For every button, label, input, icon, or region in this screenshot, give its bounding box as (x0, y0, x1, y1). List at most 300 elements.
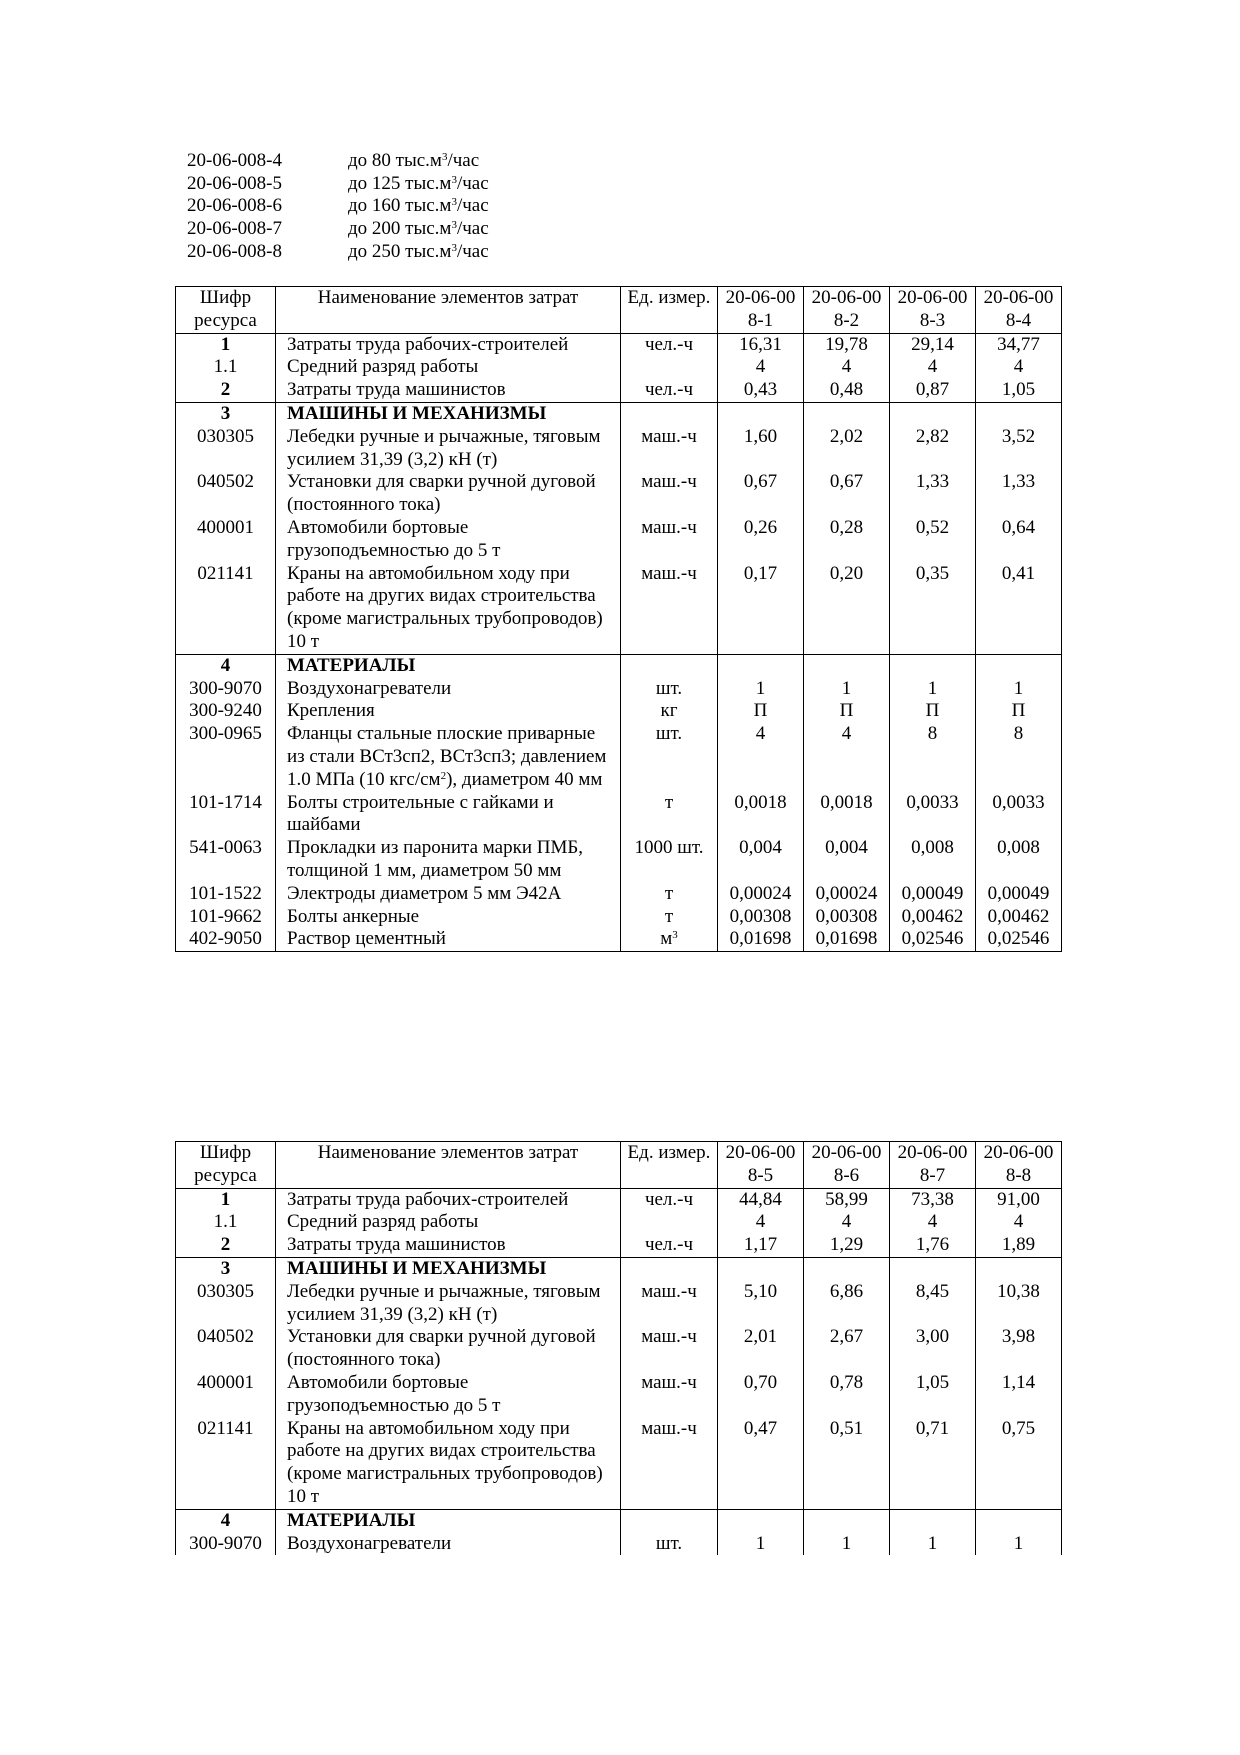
resource-value: 1,29 (804, 1234, 890, 1257)
table-header-row (176, 287, 1062, 334)
resource-value (890, 654, 976, 677)
resource-value: 19,78 (804, 333, 890, 356)
resource-unit (621, 883, 718, 906)
resource-unit (621, 1326, 718, 1372)
resource-value: 1,76 (890, 1234, 976, 1257)
resource-value: 0,0033 (890, 792, 976, 838)
resource-table-2 (175, 1141, 1062, 1555)
resource-value: 0,71 (890, 1418, 976, 1510)
resource-unit-text: т (664, 905, 674, 927)
header-code: Шифр ресурса (176, 287, 276, 334)
resource-value (718, 402, 804, 425)
header-code: Шифр ресурса (176, 1142, 276, 1189)
resource-value: 0,67 (718, 471, 804, 517)
resource-value: 16,31 (718, 333, 804, 356)
code-description-tail: /час (456, 172, 489, 194)
resource-name (276, 654, 621, 677)
header-name: Наименование элементов затрат (276, 287, 621, 334)
resource-unit-text: т (664, 882, 674, 904)
table-row (176, 906, 1062, 929)
resource-value: 0,02546 (890, 928, 976, 951)
resource-unit-text: маш.-ч (641, 1371, 697, 1393)
resource-code: 402-9050 (176, 928, 276, 951)
code-id: 20-06-008-6 (187, 195, 282, 217)
resource-name (276, 1188, 621, 1211)
resource-value: 0,004 (718, 837, 804, 883)
resource-code: 4 (176, 654, 276, 677)
resource-name (276, 356, 621, 379)
resource-value: 1,14 (976, 1372, 1062, 1418)
header-column-code: 20-06-008-6 (804, 1142, 890, 1189)
resource-value: 1 (890, 678, 976, 701)
table-row (176, 1211, 1062, 1234)
resource-code: 1.1 (176, 356, 276, 379)
resource-code: 300-0965 (176, 723, 276, 791)
resource-unit (621, 563, 718, 655)
resource-name-text: Средний разряд работы (287, 356, 479, 378)
resource-unit-text: маш.-ч (641, 471, 697, 493)
resource-value (976, 1509, 1062, 1532)
resource-name-text: Электроды диаметром 5 мм Э42А (287, 882, 562, 904)
code-description: до 80 тыс.м (348, 150, 442, 171)
resource-value: 1,33 (890, 471, 976, 517)
resource-name-text: Краны на автомобильном ходу при работе на других видах строительства (кроме магистральных трубопроводов) 10 т (287, 562, 603, 652)
resource-value: 3,00 (890, 1326, 976, 1372)
resource-code: 300-9070 (176, 1533, 276, 1556)
resource-value: 1,05 (890, 1372, 976, 1418)
resource-value: 0,26 (718, 517, 804, 563)
resource-unit (621, 1509, 718, 1532)
code-description-tail: /час (447, 150, 480, 171)
code-description-tail: /час (456, 240, 489, 262)
resource-unit (621, 1257, 718, 1280)
resource-name (276, 426, 621, 472)
resource-value: 0,0033 (976, 792, 1062, 838)
resource-code: 2 (176, 379, 276, 402)
resource-name-text: МАТЕРИАЛЫ (287, 1509, 416, 1531)
resource-value: 0,35 (890, 563, 976, 655)
resource-value: 1 (804, 678, 890, 701)
resource-value: 0,00024 (718, 883, 804, 906)
resource-value: 0,67 (804, 471, 890, 517)
resource-code: 300-9070 (176, 678, 276, 701)
resource-value: 0,64 (976, 517, 1062, 563)
resource-unit (621, 402, 718, 425)
resource-value: 1,60 (718, 426, 804, 472)
resource-value: 29,14 (890, 333, 976, 356)
resource-value: 91,00 (976, 1188, 1062, 1211)
resource-code: 3 (176, 402, 276, 425)
resource-code: 030305 (176, 426, 276, 472)
resource-name-text: Лебедки ручные и рычажные, тяговым усилием 31,39 (3,2) кН (т) (287, 425, 601, 470)
resource-value: 0,52 (890, 517, 976, 563)
resource-code: 021141 (176, 1418, 276, 1510)
resource-value: 0,00308 (718, 906, 804, 929)
resource-value: 0,01698 (804, 928, 890, 951)
resource-value: 0,00308 (804, 906, 890, 929)
resource-name (276, 379, 621, 402)
resource-code: 541-0063 (176, 837, 276, 883)
table-row (176, 1188, 1062, 1211)
resource-code: 4 (176, 1509, 276, 1532)
resource-value (804, 402, 890, 425)
code-description: до 250 тыс.м (348, 240, 452, 262)
resource-unit-text: м (660, 928, 673, 950)
resource-name-text: Автомобили бортовые грузоподъемностью до 5 т (287, 516, 501, 561)
resource-value (804, 654, 890, 677)
resource-value: 8 (976, 723, 1062, 791)
resource-unit (621, 678, 718, 701)
resource-value: 0,00462 (890, 906, 976, 929)
table-header-row (176, 1142, 1062, 1189)
resource-value: 8 (890, 723, 976, 791)
table-row (176, 1281, 1062, 1327)
resource-value: 0,004 (804, 837, 890, 883)
resource-unit (621, 517, 718, 563)
code-id: 20-06-008-7 (187, 218, 282, 240)
resource-unit (621, 379, 718, 402)
table-row (176, 1509, 1062, 1532)
resource-value: 0,41 (976, 563, 1062, 655)
resource-unit (621, 1372, 718, 1418)
resource-value (890, 402, 976, 425)
resource-unit-text: шт. (655, 1532, 683, 1554)
resource-name-text: Воздухонагреватели (287, 677, 452, 699)
resource-unit (621, 1211, 718, 1234)
resource-code: 400001 (176, 517, 276, 563)
resource-value: 0,00049 (976, 883, 1062, 906)
table-row (176, 356, 1062, 379)
resource-unit-superscript: 3 (672, 929, 678, 942)
resource-name-tail: ), диаметром 40 мм (446, 768, 603, 790)
resource-code: 101-1714 (176, 792, 276, 838)
code-list-item (187, 218, 687, 241)
resource-name (276, 1211, 621, 1234)
resource-table-1 (175, 286, 1062, 952)
resource-value: 3,52 (976, 426, 1062, 472)
code-description: до 160 тыс.м (348, 195, 452, 217)
resource-value: 1,33 (976, 471, 1062, 517)
table-row (176, 402, 1062, 425)
resource-name-text: Прокладки из паронита марки ПМБ, толщиной 1 мм, диаметром 50 мм (287, 837, 584, 881)
resource-name (276, 723, 621, 791)
resource-name (276, 700, 621, 723)
table-row (176, 928, 1062, 951)
resource-unit-text: маш.-ч (641, 516, 697, 538)
resource-value (890, 1257, 976, 1280)
code-id: 20-06-008-5 (187, 172, 282, 194)
header-unit: Ед. измер. (621, 287, 718, 334)
resource-code: 1 (176, 333, 276, 356)
resource-value: П (718, 700, 804, 723)
resource-unit-text: шт. (655, 677, 683, 699)
resource-unit-text: чел.-ч (644, 1234, 694, 1256)
resource-value: 4 (718, 356, 804, 379)
resource-value: 2,02 (804, 426, 890, 472)
code-description: до 125 тыс.м (348, 172, 452, 194)
table-row (176, 426, 1062, 472)
resource-name-text: Раствор цементный (287, 928, 446, 950)
resource-value (804, 1509, 890, 1532)
resource-unit (621, 1281, 718, 1327)
resource-value: 0,008 (890, 837, 976, 883)
resource-value: 10,38 (976, 1281, 1062, 1327)
resource-unit (621, 1234, 718, 1257)
resource-code: 2 (176, 1234, 276, 1257)
resource-value (718, 654, 804, 677)
resource-value: 0,00024 (804, 883, 890, 906)
resource-unit (621, 426, 718, 472)
table-row (176, 700, 1062, 723)
resource-unit (621, 1188, 718, 1211)
table-row (176, 563, 1062, 655)
resource-value: П (804, 700, 890, 723)
resource-unit-text: маш.-ч (641, 1417, 697, 1439)
resource-value: 4 (718, 723, 804, 791)
resource-value (718, 1257, 804, 1280)
table-row (176, 792, 1062, 838)
resource-value: 1 (976, 1533, 1062, 1556)
resource-value: 0,02546 (976, 928, 1062, 951)
code-description-superscript: 3 (441, 151, 448, 163)
resource-code: 101-1522 (176, 883, 276, 906)
code-description: до 200 тыс.м (348, 218, 452, 240)
resource-value: 0,20 (804, 563, 890, 655)
resource-value: 0,0018 (718, 792, 804, 838)
resource-value: 4 (976, 1211, 1062, 1234)
header-column-code: 20-06-008-8 (976, 1142, 1062, 1189)
header-unit: Ед. измер. (621, 1142, 718, 1189)
resource-code: 3 (176, 1257, 276, 1280)
resource-value: 4 (804, 723, 890, 791)
resource-value: 3,98 (976, 1326, 1062, 1372)
resource-value (718, 1509, 804, 1532)
resource-value: 0,00049 (890, 883, 976, 906)
resource-name (276, 333, 621, 356)
resource-value: 58,99 (804, 1188, 890, 1211)
table-row (176, 379, 1062, 402)
resource-value: 8,45 (890, 1281, 976, 1327)
resource-name (276, 1234, 621, 1257)
resource-code: 040502 (176, 471, 276, 517)
code-description-tail: /час (456, 218, 489, 240)
resource-value: 0,87 (890, 379, 976, 402)
resource-value: 0,17 (718, 563, 804, 655)
resource-value: 0,47 (718, 1418, 804, 1510)
resource-name-text: Затраты труда машинистов (287, 1234, 506, 1256)
resource-unit (621, 1533, 718, 1556)
resource-name (276, 471, 621, 517)
resource-unit (621, 1418, 718, 1510)
resource-value: 1,17 (718, 1234, 804, 1257)
resource-value: 0,43 (718, 379, 804, 402)
resource-name (276, 1281, 621, 1327)
resource-value: 4 (804, 1211, 890, 1234)
resource-name-text: Болты строительные с гайками и шайбами (287, 791, 554, 836)
resource-value (804, 1257, 890, 1280)
resource-unit-text: 1000 шт. (634, 837, 704, 859)
resource-unit-text: маш.-ч (641, 562, 697, 584)
resource-value: 73,38 (890, 1188, 976, 1211)
code-id: 20-06-008-4 (187, 150, 282, 171)
resource-value: 1 (976, 678, 1062, 701)
resource-value: 0,78 (804, 1372, 890, 1418)
resource-value: 2,01 (718, 1326, 804, 1372)
resource-name (276, 906, 621, 929)
resource-value: 4 (718, 1211, 804, 1234)
resource-unit-text: кг (660, 700, 678, 722)
resource-unit-text: чел.-ч (644, 379, 694, 401)
resource-unit-text: чел.-ч (644, 333, 694, 355)
resource-unit-text: т (664, 791, 674, 813)
resource-name (276, 1533, 621, 1556)
table-row (176, 837, 1062, 883)
resource-name-text: Затраты труда рабочих-строителей (287, 1188, 569, 1210)
resource-unit (621, 333, 718, 356)
code-description-superscript: 3 (451, 196, 457, 209)
resource-name (276, 402, 621, 425)
resource-name-text: Автомобили бортовые грузоподъемностью до 5 т (287, 1371, 501, 1416)
resource-value: 1 (718, 1533, 804, 1556)
resource-name (276, 1418, 621, 1510)
resource-unit-text: маш.-ч (641, 1326, 697, 1348)
resource-code: 101-9662 (176, 906, 276, 929)
resource-name (276, 1326, 621, 1372)
code-list-item (187, 150, 687, 173)
resource-value: 2,82 (890, 426, 976, 472)
resource-name-text: Болты анкерные (287, 905, 420, 927)
resource-name (276, 883, 621, 906)
header-name: Наименование элементов затрат (276, 1142, 621, 1189)
resource-value: 1,89 (976, 1234, 1062, 1257)
resource-unit-text: шт. (655, 723, 683, 745)
resource-value (890, 1509, 976, 1532)
code-description-superscript: 3 (451, 219, 457, 232)
resource-name (276, 1509, 621, 1532)
resource-value: 4 (890, 356, 976, 379)
resource-value: 34,77 (976, 333, 1062, 356)
resource-name-text: Крепления (287, 700, 375, 722)
resource-name-text: Установки для сварки ручной дуговой (постоянного тока) (287, 471, 596, 516)
resource-value: 0,008 (976, 837, 1062, 883)
table-row (176, 1326, 1062, 1372)
resource-value: 4 (976, 356, 1062, 379)
header-column-code: 20-06-008-5 (718, 1142, 804, 1189)
table-row (176, 723, 1062, 791)
resource-name (276, 928, 621, 951)
table-row (176, 1372, 1062, 1418)
code-description-tail: /час (456, 195, 489, 217)
resource-name-superscript: 2 (440, 769, 447, 782)
resource-name-text: МАШИНЫ И МЕХАНИЗМЫ (287, 402, 547, 424)
resource-name (276, 792, 621, 838)
resource-unit (621, 356, 718, 379)
table-row (176, 1533, 1062, 1556)
code-id: 20-06-008-8 (187, 240, 282, 262)
resource-value: 4 (804, 356, 890, 379)
resource-unit (621, 837, 718, 883)
resource-value: 1 (890, 1533, 976, 1556)
resource-unit-text: чел.-ч (644, 1188, 694, 1210)
resource-name-text: Лебедки ручные и рычажные, тяговым усилием 31,39 (3,2) кН (т) (287, 1280, 601, 1325)
resource-value: 0,70 (718, 1372, 804, 1418)
resource-unit (621, 723, 718, 791)
code-list (187, 150, 687, 263)
table-row (176, 654, 1062, 677)
code-description-superscript: 3 (451, 241, 457, 254)
resource-name (276, 517, 621, 563)
resource-value: П (890, 700, 976, 723)
resource-unit (621, 928, 718, 951)
resource-code: 300-9240 (176, 700, 276, 723)
resource-name-text: МАШИНЫ И МЕХАНИЗМЫ (287, 1257, 547, 1279)
code-list-item (187, 241, 687, 264)
resource-value: 6,86 (804, 1281, 890, 1327)
resource-name-text: Средний разряд работы (287, 1211, 479, 1233)
header-column-code: 20-06-008-3 (890, 287, 976, 334)
resource-value (976, 402, 1062, 425)
resource-name (276, 678, 621, 701)
code-list-item (187, 195, 687, 218)
resource-name-text: Краны на автомобильном ходу при работе на других видах строительства (кроме магистральных трубопроводов) 10 т (287, 1417, 603, 1507)
resource-value: 1 (804, 1533, 890, 1556)
table-row (176, 471, 1062, 517)
resource-value: 5,10 (718, 1281, 804, 1327)
resource-value: 0,51 (804, 1418, 890, 1510)
resource-name (276, 837, 621, 883)
resource-name-text: Фланцы стальные плоские приварные из стали ВСт3сп2, ВСт3сп3; давлением 1.0 МПа (10 кгс/см (287, 723, 607, 790)
code-description-superscript: 3 (451, 173, 457, 186)
table-row (176, 1418, 1062, 1510)
resource-value (976, 654, 1062, 677)
table-row (176, 333, 1062, 356)
resource-unit-text: маш.-ч (641, 425, 697, 447)
resource-value (976, 1257, 1062, 1280)
resource-name (276, 563, 621, 655)
header-column-code: 20-06-008-2 (804, 287, 890, 334)
resource-code: 400001 (176, 1372, 276, 1418)
resource-name-text: Воздухонагреватели (287, 1532, 452, 1554)
table-row (176, 1257, 1062, 1280)
resource-value: 0,28 (804, 517, 890, 563)
resource-value: 1,05 (976, 379, 1062, 402)
resource-name-text: МАТЕРИАЛЫ (287, 654, 416, 676)
resource-value: 4 (890, 1211, 976, 1234)
resource-code: 1.1 (176, 1211, 276, 1234)
resource-value: 0,0018 (804, 792, 890, 838)
resource-name-text: Установки для сварки ручной дуговой (постоянного тока) (287, 1326, 596, 1371)
header-column-code: 20-06-008-1 (718, 287, 804, 334)
resource-unit (621, 654, 718, 677)
resource-unit-text: маш.-ч (641, 1280, 697, 1302)
header-column-code: 20-06-008-4 (976, 287, 1062, 334)
resource-value: 44,84 (718, 1188, 804, 1211)
code-list-item (187, 173, 687, 196)
resource-name (276, 1372, 621, 1418)
resource-code: 1 (176, 1188, 276, 1211)
header-column-code: 20-06-008-7 (890, 1142, 976, 1189)
resource-value: 1 (718, 678, 804, 701)
resource-name (276, 1257, 621, 1280)
resource-name-text: Затраты труда рабочих-строителей (287, 333, 569, 355)
resource-value: 0,00462 (976, 906, 1062, 929)
resource-name-text: Затраты труда машинистов (287, 379, 506, 401)
resource-unit (621, 700, 718, 723)
resource-value: 2,67 (804, 1326, 890, 1372)
table-row (176, 883, 1062, 906)
resource-unit (621, 471, 718, 517)
resource-code: 040502 (176, 1326, 276, 1372)
